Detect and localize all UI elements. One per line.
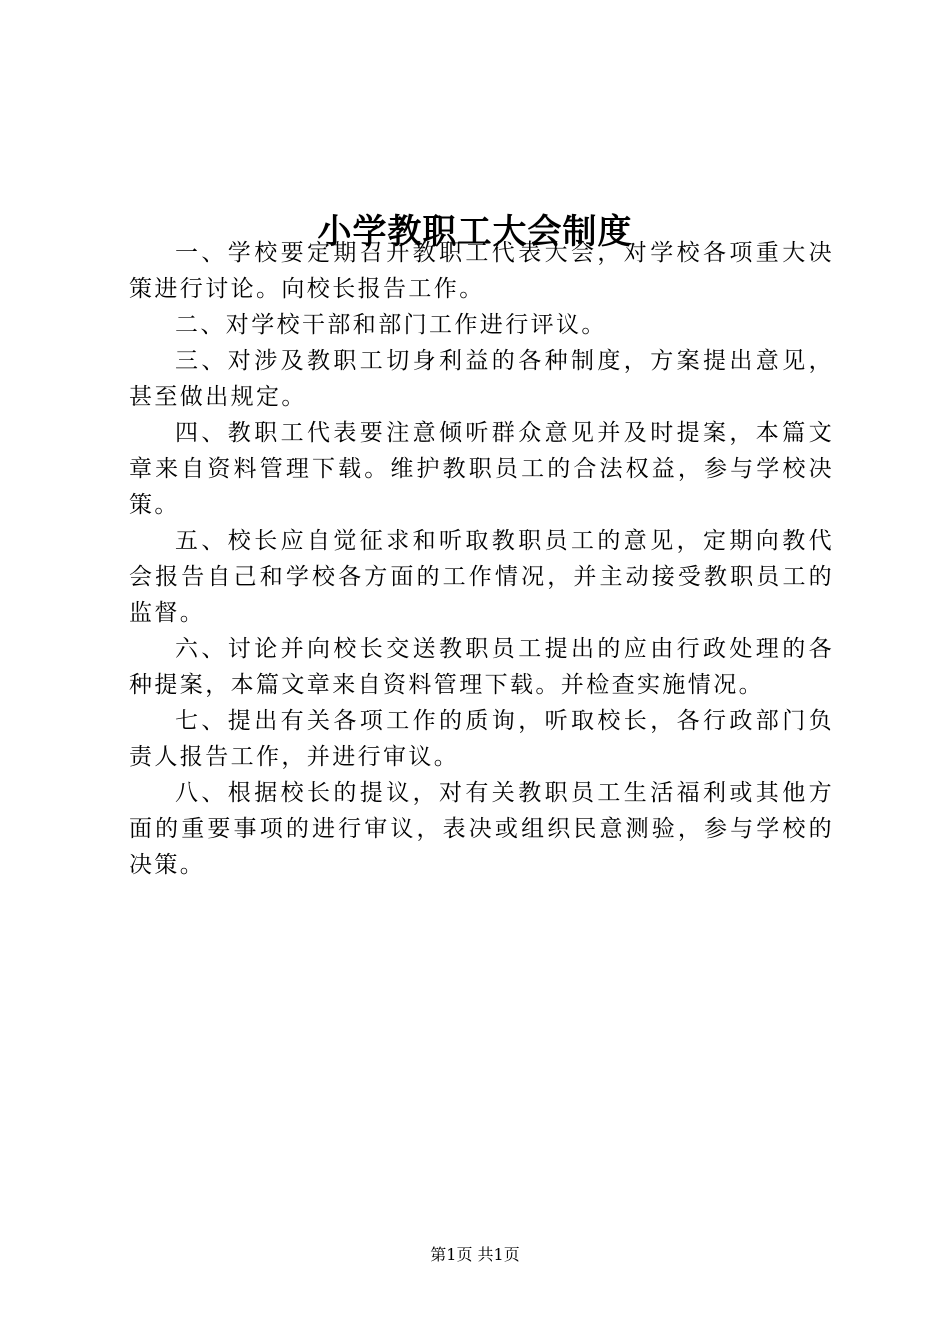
paragraph-5: 五、校长应自觉征求和听取教职员工的意见，定期向教代会报告自己和学校各方面的工作情况，并主动接受教职员工的监督。 — [129, 528, 834, 626]
paragraph-8: 八、根据校长的提议，对有关教职员工生活福利或其他方面的重要事项的进行审议，表决或组织民意测验，参与学校的决策。 — [129, 780, 834, 878]
page-footer: 第1页 共1页 — [430, 1245, 520, 1264]
paragraph-4: 四、教职工代表要注意倾听群众意见并及时提案，本篇文章来自资料管理下载。维护教职员工的合法权益，参与学校决策。 — [129, 420, 834, 518]
page-title: 小学教职工大会制度 — [317, 211, 633, 252]
paragraph-1: 一、学校要定期召开教职工代表大会，对学校各项重大决策进行讨论。向校长报告工作。 — [129, 240, 834, 302]
paragraph-2: 二、对学校干部和部门工作进行评议。 — [175, 312, 607, 338]
paragraph-3: 三、对涉及教职工切身利益的各种制度，方案提出意见，甚至做出规定。 — [129, 348, 834, 410]
paragraph-7: 七、提出有关各项工作的质询，听取校长，各行政部门负责人报告工作，并进行审议。 — [129, 708, 834, 770]
paragraph-6: 六、讨论并向校长交送教职员工提出的应由行政处理的各种提案，本篇文章来自资料管理下载。并检查实施情况。 — [129, 636, 834, 698]
document-body — [129, 235, 834, 883]
